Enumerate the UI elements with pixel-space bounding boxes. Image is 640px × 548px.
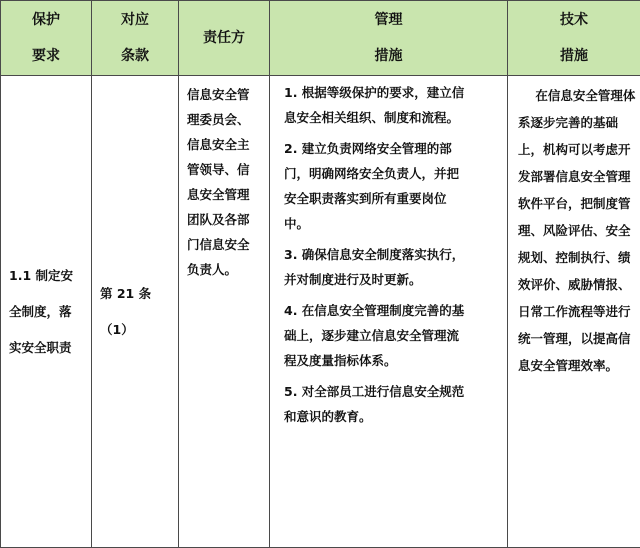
text-line: 5. 对全部员工进行信息安全规范 [284, 384, 465, 399]
management-item [284, 242, 501, 292]
text-line: 发部署信息安全管理 [518, 169, 631, 184]
header-technical-line: 技术 [560, 12, 588, 28]
text-line: 规划、控制执行、绩 [518, 250, 631, 265]
cell-protect-req [1, 76, 92, 548]
text-line: 团队及各部 [187, 212, 250, 227]
header-clause [92, 1, 179, 76]
text-line: 统一管理，以提高信 [518, 331, 631, 346]
header-management [270, 1, 508, 76]
header-protect-req-line: 要求 [32, 48, 60, 64]
text-line: 信息安全管 [187, 87, 250, 102]
text-line: 在信息安全管理体 [518, 88, 636, 103]
cell-responsible [179, 76, 270, 548]
text-line: 础上，逐步建立信息安全管理流 [284, 328, 460, 343]
header-technical [508, 1, 640, 76]
text-line: 理、风险评估、安全 [518, 223, 631, 238]
text-line: 息安全管理 [187, 187, 250, 202]
text-line: 软件平台，把制度管 [518, 196, 631, 211]
management-item [284, 379, 501, 429]
text-line: 1. 根据等级保护的要求，建立信 [284, 85, 465, 100]
text-line: 2. 建立负责网络安全管理的部 [284, 141, 452, 156]
text-line: 息安全相关组织、制度和流程。 [284, 110, 460, 125]
text-line: 上，机构可以考虑开 [518, 142, 631, 157]
text-line: 4. 在信息安全管理制度完善的基 [284, 303, 465, 318]
text-line: 理委员会、 [187, 112, 250, 127]
text-line: 门信息安全 [187, 237, 250, 252]
header-protect-req-line: 保护 [32, 12, 60, 28]
header-management-line: 管理 [374, 12, 403, 28]
text-line: 程及度量指标体系。 [284, 353, 397, 368]
text-line: 系逐步完善的基础 [518, 115, 619, 130]
management-item [284, 136, 501, 236]
header-clause-line: 条款 [121, 48, 149, 64]
text-line: 管领导、信 [187, 162, 250, 177]
cell-management [270, 76, 508, 548]
text-line: 第 21 条 [100, 285, 152, 301]
text-line: 信息安全主 [187, 137, 250, 152]
text-line: （1） [100, 321, 134, 337]
text-line: 日常工作流程等进行 [518, 304, 631, 319]
header-responsible [179, 1, 270, 76]
text-line: 安全职责落实到所有重要岗位 [284, 191, 447, 206]
header-responsible-label: 责任方 [203, 30, 245, 46]
text-line: 和意识的教育。 [284, 409, 372, 424]
cell-technical [508, 76, 640, 548]
text-line: 实安全职责 [9, 339, 72, 355]
text-line: 负责人。 [187, 262, 238, 277]
text-line: 1.1 制定安 [9, 267, 73, 283]
text-line: 门，明确网络安全负责人，并把 [284, 166, 460, 181]
header-protect-req [1, 1, 92, 76]
table-row [1, 76, 640, 548]
management-item [284, 298, 501, 373]
text-line: 全制度，落 [9, 303, 72, 319]
text-line: 3. 确保信息安全制度落实执行， [284, 247, 465, 262]
header-technical-line: 措施 [560, 48, 588, 64]
management-item [284, 80, 501, 130]
text-line: 并对制度进行及时更新。 [284, 272, 422, 287]
text-line: 效评价、威胁情报、 [518, 277, 631, 292]
header-row [1, 1, 640, 76]
cell-clause [92, 76, 179, 548]
header-management-line: 措施 [374, 48, 403, 64]
text-line: 中。 [284, 216, 310, 231]
text-line: 息安全管理效率。 [518, 358, 619, 373]
header-clause-line: 对应 [121, 12, 149, 28]
